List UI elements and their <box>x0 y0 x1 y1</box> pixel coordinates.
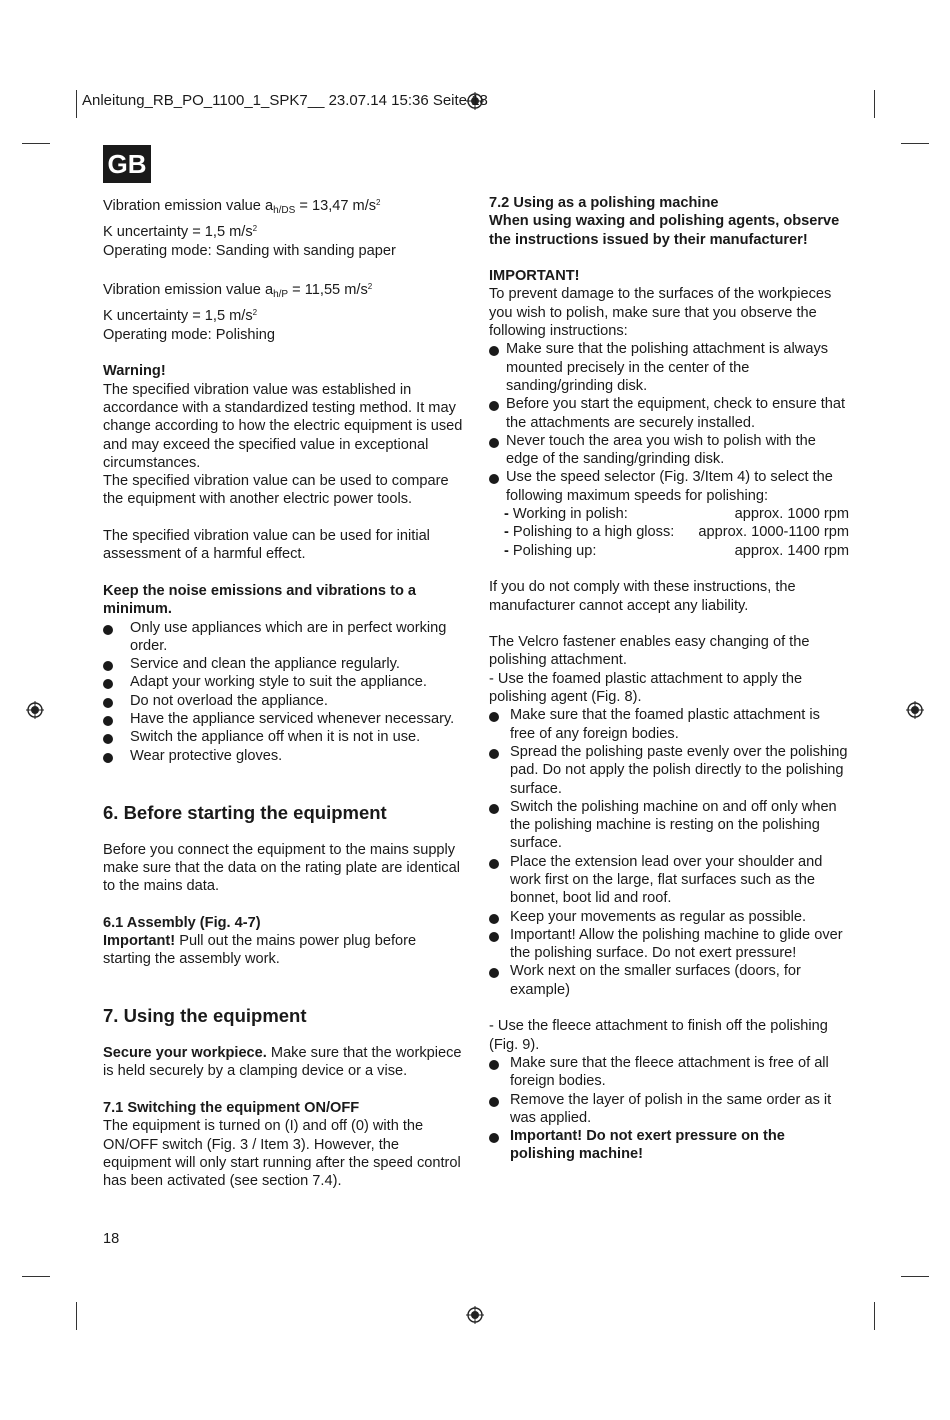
section-7-2-heading: 7.2 Using as a polishing machine <box>489 195 719 211</box>
bullet-icon <box>489 749 499 759</box>
list-item: Have the appliance serviced whenever necessary. <box>103 710 463 728</box>
list-item: Before you start the equipment, check to ensure that the attachments are securely installed. <box>489 395 849 432</box>
vibration-value-sanding: Vibration emission value $a_{h/DS} = 13,47$ $m/s^2$ <box>103 198 381 216</box>
list-item: Keep your movements as regular as possible. <box>489 908 849 926</box>
bullet-icon <box>489 1133 499 1143</box>
bullet-icon <box>489 346 499 356</box>
operating-mode: Operating mode: Sanding with sanding paper <box>103 242 396 259</box>
section-7-paragraph: Secure your workpiece. Make sure that the workpiece is held securely by a clamping device or a vise. <box>103 1045 462 1080</box>
crop-mark <box>22 1276 50 1277</box>
list-item: Make sure that the polishing attachment is always mounted precisely in the center of the sanding/grinding disk. <box>489 340 849 395</box>
bullet-icon <box>489 438 499 448</box>
compare-paragraph: The specified vibration value can be used to compare the equipment with another electric power tools. <box>103 473 449 508</box>
page-number: 18 <box>103 1231 120 1247</box>
fleece-paragraph: - Use the fleece attachment to finish off the polishing (Fig. 9). <box>489 1018 828 1053</box>
bullet-icon <box>489 1060 499 1070</box>
list-item: Spread the polishing paste evenly over the polishing pad. Do not apply the polish directly to the polishing surface. <box>489 743 849 798</box>
list-item: Work next on the smaller surfaces (doors, for example) <box>489 962 849 999</box>
bullet-icon <box>103 716 113 726</box>
operating-mode: Operating mode: Polishing <box>103 326 275 343</box>
crop-mark <box>901 1276 929 1277</box>
list-item: Important! Do not exert pressure on the polishing machine! <box>489 1127 849 1164</box>
bullet-icon <box>489 804 499 814</box>
list-item: Make sure that the foamed plastic attachment is free of any foreign bodies. <box>489 706 849 743</box>
list-item: Only use appliances which are in perfect working order. <box>103 619 463 656</box>
k-uncertainty: K uncertainty = 1,5 $m/s^2$ <box>103 224 258 241</box>
bullet-icon <box>103 661 113 671</box>
bullet-icon <box>489 968 499 978</box>
velcro-paragraph: The Velcro fastener enables easy changing of the polishing attachment. <box>489 634 810 669</box>
section-6-1-paragraph: Important! Pull out the mains power plug before starting the assembly work. <box>103 932 417 968</box>
foam-paragraph: - Use the foamed plastic attachment to apply the polishing agent (Fig. 8). <box>489 670 803 706</box>
registration-mark-icon <box>906 701 924 719</box>
important-list <box>489 340 849 505</box>
warning-heading: Warning! <box>103 363 166 380</box>
list-item: Make sure that the fleece attachment is free of all foreign bodies. <box>489 1054 849 1091</box>
crop-mark <box>901 143 929 144</box>
bullet-icon <box>103 753 113 763</box>
right-column <box>489 194 849 1164</box>
bullet-icon <box>489 712 499 722</box>
liability-paragraph: If you do not comply with these instructions, the manufacturer cannot accept any liability. <box>489 579 796 614</box>
bullet-icon <box>489 474 499 484</box>
registration-mark-icon <box>466 1306 484 1324</box>
bullet-icon <box>103 698 113 708</box>
speed-row: - Working in polish: approx. 1000 rpm <box>504 506 849 523</box>
crop-mark <box>76 90 77 118</box>
list-item: Never touch the area you wish to polish with the edge of the sanding/grinding disk. <box>489 432 849 469</box>
list-item: Place the extension lead over your shoulder and work first on the large, flat surfaces such as the bonnet, boot lid and roof. <box>489 853 849 908</box>
list-item: Remove the layer of polish in the same order as it was applied. <box>489 1091 849 1128</box>
crop-mark <box>76 1302 77 1330</box>
language-badge: GB <box>103 145 151 183</box>
list-item: Wear protective gloves. <box>103 747 463 765</box>
print-header: Anleitung_RB_PO_1100_1_SPK7__ 23.07.14 15:36 Seite 18 <box>82 92 488 109</box>
bullet-icon <box>489 1097 499 1107</box>
noise-list <box>103 619 463 765</box>
vibration-value-polishing: Vibration emission value $a_{h/P} = 11,55$ $m/s^2$ <box>103 282 373 301</box>
crop-mark <box>874 1302 875 1330</box>
list-item: Switch the polishing machine on and off only when the polishing machine is resting on the polishing surface. <box>489 798 849 853</box>
bullet-icon <box>103 625 113 635</box>
k-uncertainty: K uncertainty = 1,5 $m/s^2$ <box>103 308 258 325</box>
bullet-icon <box>103 679 113 689</box>
speed-row: - Polishing up: approx. 1400 rpm <box>504 542 849 559</box>
list-item: Use the speed selector (Fig. 3/Item 4) to select the following maximum speeds for polishing: <box>489 468 849 505</box>
list-item: Switch the appliance off when it is not in use. <box>103 728 463 746</box>
crop-mark <box>22 143 50 144</box>
fleece-list <box>489 1054 849 1164</box>
list-item: Do not overload the appliance. <box>103 692 463 710</box>
bullet-icon <box>489 859 499 869</box>
bullet-icon <box>489 914 499 924</box>
left-column <box>103 194 463 1191</box>
section-6-paragraph: Before you connect the equipment to the mains supply make sure that the data on the rating plate are identical to the mains data. <box>103 841 460 895</box>
initial-assessment-paragraph: The specified vibration value can be used for initial assessment of a harmful effect. <box>103 528 430 563</box>
bullet-icon <box>103 734 113 744</box>
section-7-1-heading: 7.1 Switching the equipment ON/OFF <box>103 1100 360 1117</box>
foam-list <box>489 706 849 999</box>
noise-heading: Keep the noise emissions and vibrations to a minimum. <box>103 582 417 618</box>
bullet-icon <box>489 401 499 411</box>
crop-mark <box>874 90 875 118</box>
important-heading: IMPORTANT! <box>489 268 580 285</box>
section-7-2-notice: When using waxing and polishing agents, observe the instructions issued by their manufacturer! <box>489 213 840 248</box>
warning-paragraph: The specified vibration value was established in accordance with a standardized testing method. It may change according to how the electric equipment is used and may exceed the specified value in exceptional circumstances. <box>103 381 463 471</box>
important-paragraph: To prevent damage to the surfaces of the workpieces you wish to polish, make sure that you observe the following instructions: <box>489 286 832 340</box>
list-item: Important! Allow the polishing machine to glide over the polishing surface. Do not exert pressure! <box>489 926 849 963</box>
section-6-heading: 6. Before starting the equipment <box>103 801 387 823</box>
bullet-icon <box>489 932 499 942</box>
section-7-heading: 7. Using the equipment <box>103 1005 307 1027</box>
section-6-1-heading: 6.1 Assembly (Fig. 4-7) <box>103 914 261 931</box>
section-7-1-paragraph: The equipment is turned on (I) and off (0) with the ON/OFF switch (Fig. 3 / Item 3). However, the equipment will only start running after the speed control has been activated (see section 7.4). <box>103 1118 461 1190</box>
speed-row: - Polishing to a high gloss: approx. 1000-1100 rpm <box>504 524 849 541</box>
list-item: Service and clean the appliance regularly. <box>103 655 463 673</box>
registration-mark-icon <box>26 701 44 719</box>
list-item: Adapt your working style to suit the appliance. <box>103 673 463 691</box>
speed-table <box>489 505 849 560</box>
